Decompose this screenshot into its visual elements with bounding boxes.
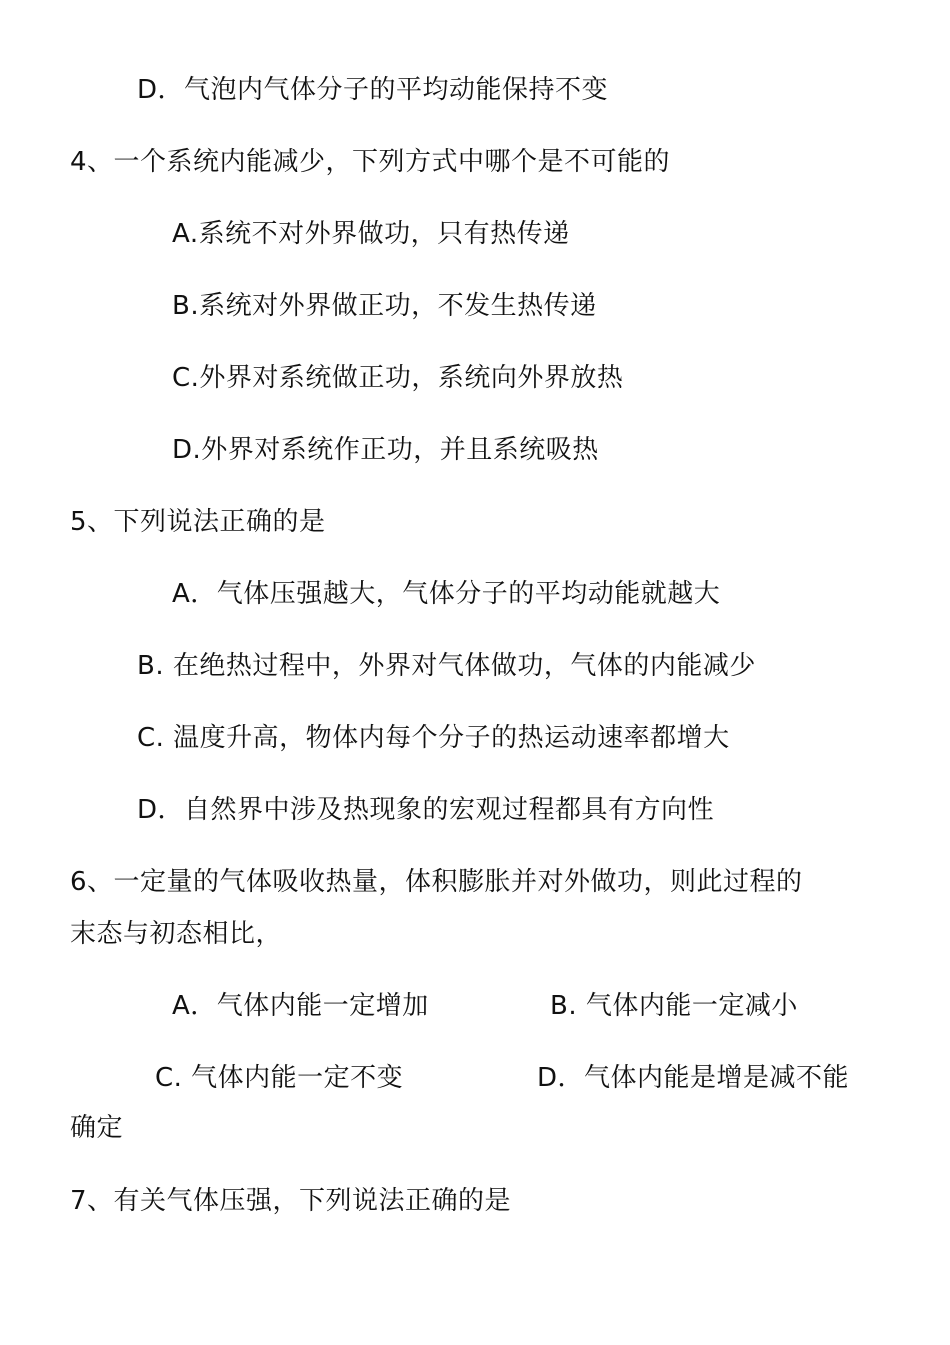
- q6-stem-line2: 末态与初态相比，: [70, 919, 283, 949]
- q5-option-b: B. 在绝热过程中，外界对气体做功，气体的内能减少: [137, 651, 756, 681]
- q7-stem: 7、有关气体压强，下列说法正确的是: [70, 1186, 512, 1216]
- q6-option-a: A．气体内能一定增加: [172, 991, 429, 1021]
- q3-option-d: D．气泡内气体分子的平均动能保持不变: [137, 75, 609, 105]
- q4-option-c: C.外界对系统做正功，系统向外界放热: [172, 363, 624, 393]
- q6-option-d-line2: 确定: [70, 1113, 124, 1143]
- q5-stem: 5、下列说法正确的是: [70, 507, 326, 537]
- q6-option-c: C. 气体内能一定不变: [155, 1063, 404, 1093]
- q4-stem: 4、一个系统内能减少，下列方式中哪个是不可能的: [70, 147, 671, 177]
- q5-option-d: D．自然界中涉及热现象的宏观过程都具有方向性: [137, 795, 715, 825]
- q5-option-a: A．气体压强越大，气体分子的平均动能就越大: [172, 579, 721, 609]
- q4-option-b: B.系统对外界做正功，不发生热传递: [172, 291, 597, 321]
- q6-stem-line1: 6、一定量的气体吸收热量，体积膨胀并对外做功，则此过程的: [70, 867, 803, 897]
- q5-option-c: C. 温度升高，物体内每个分子的热运动速率都增大: [137, 723, 730, 753]
- q6-option-b: B. 气体内能一定减小: [550, 991, 798, 1021]
- q4-option-a: A.系统不对外界做功，只有热传递: [172, 219, 570, 249]
- q6-option-d-line1: D．气体内能是增是减不能: [537, 1063, 850, 1093]
- q4-option-d: D.外界对系统作正功，并且系统吸热: [172, 435, 599, 465]
